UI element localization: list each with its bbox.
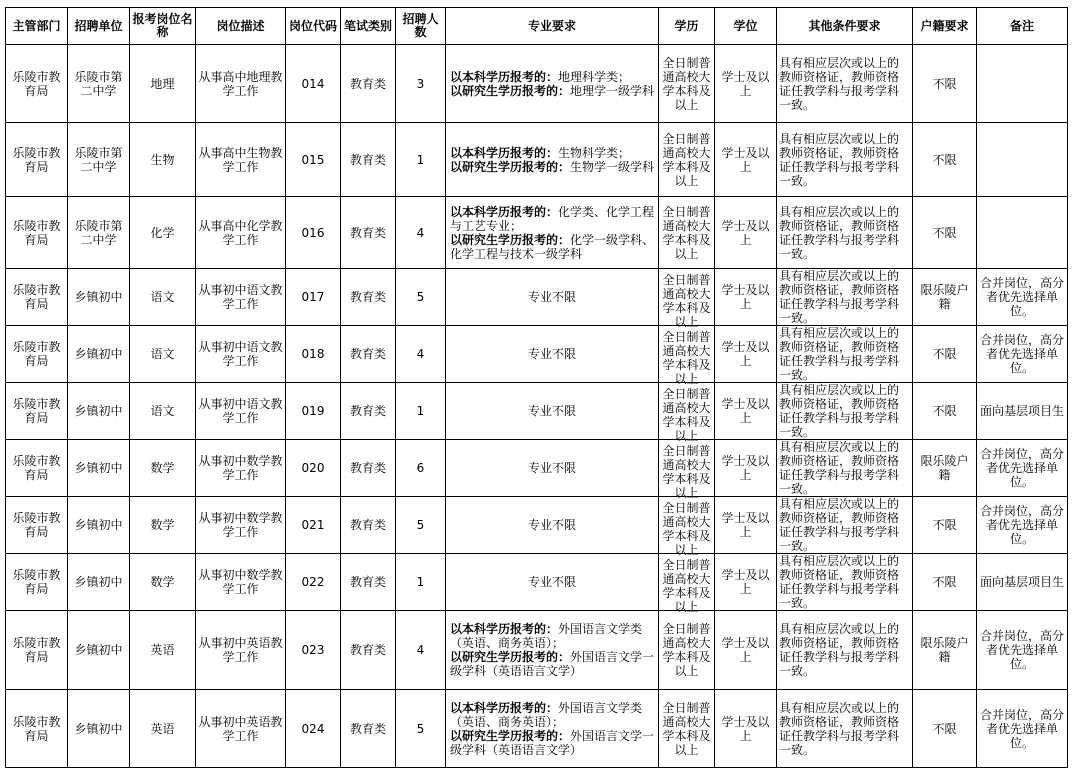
major-requirement-cell: 专业不限 [446, 440, 659, 497]
other-conditions-cell: 具有相应层次或以上的教师资格证，教师资格证任教学科与报考学科一致。 [777, 497, 913, 554]
degree-cell: 学士及以上 [715, 440, 777, 497]
major-requirement-line [450, 729, 656, 757]
post-name-cell: 英语 [130, 690, 196, 768]
education-cell [659, 197, 715, 269]
other-conditions-cell: 具有相应层次或以上的教师资格证，教师资格证任教学科与报考学科一致。 [777, 690, 913, 768]
table-row [6, 383, 1068, 440]
post-desc-cell: 从事高中生物教学工作 [196, 123, 286, 197]
major-requirement-label: 以研究生学历报考的： [450, 650, 571, 664]
post-name-cell: 数学 [130, 497, 196, 554]
column-header: 学历 [659, 8, 715, 45]
hire-count-cell: 5 [396, 690, 446, 768]
unit-cell: 乐陵市第二中学 [68, 45, 130, 123]
degree-cell: 学士及以上 [715, 611, 777, 690]
table-row [6, 497, 1068, 554]
major-requirement-line [450, 84, 656, 98]
major-requirement-cell: 专业不限 [446, 554, 659, 611]
household-requirement-cell: 不限 [913, 554, 977, 611]
column-header: 招聘单位 [68, 8, 130, 45]
household-requirement-cell: 不限 [913, 123, 977, 197]
other-conditions-cell: 具有相应层次或以上的教师资格证，教师资格证任教学科与报考学科一致。 [777, 197, 913, 269]
post-code-cell: 024 [286, 690, 341, 768]
post-desc-cell: 从事初中语文教学工作 [196, 269, 286, 326]
other-conditions-cell: 具有相应层次或以上的教师资格证，教师资格证任教学科与报考学科一致。 [777, 383, 913, 440]
exam-type-cell: 教育类 [341, 497, 396, 554]
post-name-cell: 语文 [130, 383, 196, 440]
household-requirement-cell: 限乐陵户籍 [913, 611, 977, 690]
education-text: 全日制普通高校大学本科及以上 [662, 204, 711, 261]
unit-cell: 乡镇初中 [68, 383, 130, 440]
major-requirement-text: 外国语言文学类（英语、商务英语）； [450, 622, 643, 650]
education-text: 全日制普通高校大学本科及以上 [662, 444, 711, 500]
major-requirement-label: 以本科学历报考的： [450, 145, 559, 160]
post-desc-cell: 从事初中数学教学工作 [196, 440, 286, 497]
table-body [6, 45, 1068, 768]
education-cell [659, 383, 715, 443]
remark-cell: 合并岗位，高分者优先选择单位。 [977, 440, 1068, 497]
major-requirement-line [450, 233, 656, 261]
unit-cell: 乡镇初中 [68, 497, 130, 554]
column-header: 招聘人数 [396, 8, 446, 45]
dept-cell: 乐陵市教育局 [6, 326, 68, 383]
hire-count-cell: 1 [396, 554, 446, 611]
household-requirement-cell: 不限 [913, 326, 977, 383]
post-desc-cell: 从事高中地理教学工作 [196, 45, 286, 123]
major-requirement-label: 以研究生学历报考的： [450, 728, 571, 743]
education-cell [659, 554, 715, 614]
post-desc-cell: 从事初中英语教学工作 [196, 690, 286, 768]
other-conditions-cell: 具有相应层次或以上的教师资格证，教师资格证任教学科与报考学科一致。 [777, 554, 913, 611]
major-requirement-line [450, 701, 656, 729]
post-desc-cell: 从事初中数学教学工作 [196, 554, 286, 611]
education-cell [659, 269, 715, 329]
post-name-cell: 英语 [130, 611, 196, 690]
table-row [6, 197, 1068, 269]
education-cell [659, 440, 715, 500]
dept-cell: 乐陵市教育局 [6, 45, 68, 123]
household-requirement-cell: 不限 [913, 690, 977, 768]
major-requirement-text: 化学类、化学工程与工艺专业； [450, 204, 655, 233]
table-row [6, 611, 1068, 690]
major-requirement-label: 以研究生学历报考的： [450, 83, 571, 98]
hire-count-cell: 3 [396, 45, 446, 123]
exam-type-cell: 教育类 [341, 383, 396, 440]
post-code-cell: 015 [286, 123, 341, 197]
major-requirement-text: 地理学一级学科 [570, 83, 655, 98]
education-text: 全日制普通高校大学本科及以上 [662, 273, 711, 329]
post-desc-cell: 从事高中化学教学工作 [196, 197, 286, 269]
hire-count-cell: 4 [396, 326, 446, 383]
major-requirement-line [450, 146, 656, 160]
table-row [6, 45, 1068, 123]
household-requirement-cell: 不限 [913, 197, 977, 269]
household-requirement-cell: 不限 [913, 45, 977, 123]
degree-cell: 学士及以上 [715, 123, 777, 197]
remark-cell [977, 123, 1068, 197]
education-text: 全日制普通高校大学本科及以上 [662, 700, 711, 757]
post-name-cell: 语文 [130, 269, 196, 326]
exam-type-cell: 教育类 [341, 690, 396, 768]
major-requirement-text: 外国语言文学一级学科（英语语言文学） [450, 728, 655, 757]
other-conditions-cell: 具有相应层次或以上的教师资格证，教师资格证任教学科与报考学科一致。 [777, 45, 913, 123]
education-text: 全日制普通高校大学本科及以上 [662, 501, 711, 557]
post-code-cell: 014 [286, 45, 341, 123]
table-row [6, 690, 1068, 768]
hire-count-cell: 6 [396, 440, 446, 497]
dept-cell: 乐陵市教育局 [6, 440, 68, 497]
other-conditions-cell: 具有相应层次或以上的教师资格证，教师资格证任教学科与报考学科一致。 [777, 269, 913, 326]
exam-type-cell: 教育类 [341, 326, 396, 383]
post-code-cell: 023 [286, 611, 341, 690]
household-requirement-cell: 不限 [913, 497, 977, 554]
exam-type-cell: 教育类 [341, 269, 396, 326]
post-code-cell: 018 [286, 326, 341, 383]
degree-cell: 学士及以上 [715, 554, 777, 611]
major-requirement-text: 地理科学类； [558, 69, 631, 84]
post-name-cell: 数学 [130, 554, 196, 611]
hire-count-cell: 4 [396, 197, 446, 269]
major-requirement-text: 外国语言文学一级学科（英语语言文学） [450, 650, 655, 678]
major-requirement-line [450, 70, 656, 84]
major-requirement-cell: 专业不限 [446, 326, 659, 383]
post-desc-cell: 从事初中语文教学工作 [196, 383, 286, 440]
remark-cell: 面向基层项目生 [977, 554, 1068, 611]
major-requirement-text: 外国语言文学类（英语、商务英语）； [450, 700, 643, 729]
post-desc-cell: 从事初中语文教学工作 [196, 326, 286, 383]
post-code-cell: 022 [286, 554, 341, 611]
dept-cell: 乐陵市教育局 [6, 197, 68, 269]
dept-cell: 乐陵市教育局 [6, 611, 68, 690]
major-requirement-cell [446, 123, 659, 197]
major-requirement-label: 以研究生学历报考的： [450, 232, 571, 247]
household-requirement-cell: 限乐陵户籍 [913, 440, 977, 497]
unit-cell: 乡镇初中 [68, 326, 130, 383]
post-code-cell: 017 [286, 269, 341, 326]
degree-cell: 学士及以上 [715, 383, 777, 440]
exam-type-cell: 教育类 [341, 611, 396, 690]
major-requirement-line [450, 622, 656, 650]
remark-cell: 合并岗位，高分者优先选择单位。 [977, 690, 1068, 768]
remark-cell: 合并岗位，高分者优先选择单位。 [977, 497, 1068, 554]
column-header: 其他条件要求 [777, 8, 913, 45]
degree-cell: 学士及以上 [715, 326, 777, 383]
major-requirement-line [450, 205, 656, 233]
post-name-cell: 语文 [130, 326, 196, 383]
hire-count-cell: 5 [396, 269, 446, 326]
unit-cell: 乐陵市第二中学 [68, 123, 130, 197]
table-row [6, 440, 1068, 497]
major-requirement-cell: 专业不限 [446, 383, 659, 440]
header-row [6, 8, 1068, 45]
dept-cell: 乐陵市教育局 [6, 554, 68, 611]
column-header: 岗位描述 [196, 8, 286, 45]
unit-cell: 乐陵市第二中学 [68, 197, 130, 269]
dept-cell: 乐陵市教育局 [6, 497, 68, 554]
dept-cell: 乐陵市教育局 [6, 383, 68, 440]
education-cell [659, 45, 715, 123]
remark-cell: 面向基层项目生 [977, 383, 1068, 440]
degree-cell: 学士及以上 [715, 690, 777, 768]
column-header: 主管部门 [6, 8, 68, 45]
unit-cell: 乡镇初中 [68, 690, 130, 768]
hire-count-cell: 5 [396, 497, 446, 554]
major-requirement-label: 以本科学历报考的： [450, 69, 559, 84]
dept-cell: 乐陵市教育局 [6, 269, 68, 326]
degree-cell: 学士及以上 [715, 45, 777, 123]
major-requirement-cell [446, 197, 659, 269]
hire-count-cell: 1 [396, 383, 446, 440]
other-conditions-cell: 具有相应层次或以上的教师资格证，教师资格证任教学科与报考学科一致。 [777, 440, 913, 497]
column-header: 笔试类别 [341, 8, 396, 45]
table-row [6, 326, 1068, 383]
other-conditions-cell: 具有相应层次或以上的教师资格证，教师资格证任教学科与报考学科一致。 [777, 326, 913, 383]
post-name-cell: 化学 [130, 197, 196, 269]
exam-type-cell: 教育类 [341, 123, 396, 197]
major-requirement-text: 生物科学类； [558, 145, 631, 160]
education-cell [659, 497, 715, 557]
column-header: 学位 [715, 8, 777, 45]
unit-cell: 乡镇初中 [68, 269, 130, 326]
dept-cell: 乐陵市教育局 [6, 123, 68, 197]
major-requirement-line [450, 650, 656, 678]
unit-cell: 乡镇初中 [68, 440, 130, 497]
remark-cell: 合并岗位，高分者优先选择单位。 [977, 611, 1068, 690]
recruitment-table [5, 7, 1068, 768]
education-text: 全日制普通高校大学本科及以上 [662, 622, 711, 678]
education-text: 全日制普通高校大学本科及以上 [662, 330, 711, 386]
post-name-cell: 数学 [130, 440, 196, 497]
hire-count-cell: 4 [396, 611, 446, 690]
column-header: 备注 [977, 8, 1068, 45]
major-requirement-label: 以本科学历报考的： [450, 622, 559, 636]
exam-type-cell: 教育类 [341, 440, 396, 497]
household-requirement-cell: 不限 [913, 383, 977, 440]
post-name-cell: 生物 [130, 123, 196, 197]
major-requirement-cell: 专业不限 [446, 497, 659, 554]
major-requirement-label: 以本科学历报考的： [450, 700, 559, 715]
education-text: 全日制普通高校大学本科及以上 [662, 55, 711, 112]
degree-cell: 学士及以上 [715, 497, 777, 554]
remark-cell [977, 45, 1068, 123]
major-requirement-label: 以研究生学历报考的： [450, 159, 571, 174]
major-requirement-cell [446, 45, 659, 123]
post-name-cell: 地理 [130, 45, 196, 123]
education-text: 全日制普通高校大学本科及以上 [662, 387, 711, 443]
table-row [6, 269, 1068, 326]
household-requirement-cell: 限乐陵户籍 [913, 269, 977, 326]
post-code-cell: 020 [286, 440, 341, 497]
education-text: 全日制普通高校大学本科及以上 [662, 558, 711, 614]
table-row [6, 554, 1068, 611]
major-requirement-cell: 专业不限 [446, 269, 659, 326]
exam-type-cell: 教育类 [341, 197, 396, 269]
education-cell [659, 690, 715, 768]
major-requirement-label: 以本科学历报考的： [450, 204, 559, 219]
education-cell [659, 123, 715, 197]
major-requirement-cell [446, 611, 659, 690]
education-cell [659, 326, 715, 386]
remark-cell: 合并岗位，高分者优先选择单位。 [977, 326, 1068, 383]
major-requirement-cell [446, 690, 659, 768]
remark-cell [977, 197, 1068, 269]
column-header: 专业要求 [446, 8, 659, 45]
exam-type-cell: 教育类 [341, 45, 396, 123]
major-requirement-text: 生物学一级学科 [570, 159, 655, 174]
other-conditions-cell: 具有相应层次或以上的教师资格证，教师资格证任教学科与报考学科一致。 [777, 611, 913, 690]
post-desc-cell: 从事初中英语教学工作 [196, 611, 286, 690]
exam-type-cell: 教育类 [341, 554, 396, 611]
education-text: 全日制普通高校大学本科及以上 [662, 131, 711, 188]
post-desc-cell: 从事初中数学教学工作 [196, 497, 286, 554]
column-header: 户籍要求 [913, 8, 977, 45]
major-requirement-text: 化学一级学科、化学工程与技术一级学科 [450, 232, 655, 261]
column-header: 报考岗位名称 [130, 8, 196, 45]
education-cell [659, 611, 715, 690]
unit-cell: 乡镇初中 [68, 554, 130, 611]
degree-cell: 学士及以上 [715, 269, 777, 326]
post-code-cell: 016 [286, 197, 341, 269]
post-code-cell: 021 [286, 497, 341, 554]
table-row [6, 123, 1068, 197]
dept-cell: 乐陵市教育局 [6, 690, 68, 768]
post-code-cell: 019 [286, 383, 341, 440]
degree-cell: 学士及以上 [715, 197, 777, 269]
unit-cell: 乡镇初中 [68, 611, 130, 690]
column-header: 岗位代码 [286, 8, 341, 45]
remark-cell: 合并岗位，高分者优先选择单位。 [977, 269, 1068, 326]
major-requirement-line [450, 160, 656, 174]
other-conditions-cell: 具有相应层次或以上的教师资格证，教师资格证任教学科与报考学科一致。 [777, 123, 913, 197]
hire-count-cell: 1 [396, 123, 446, 197]
